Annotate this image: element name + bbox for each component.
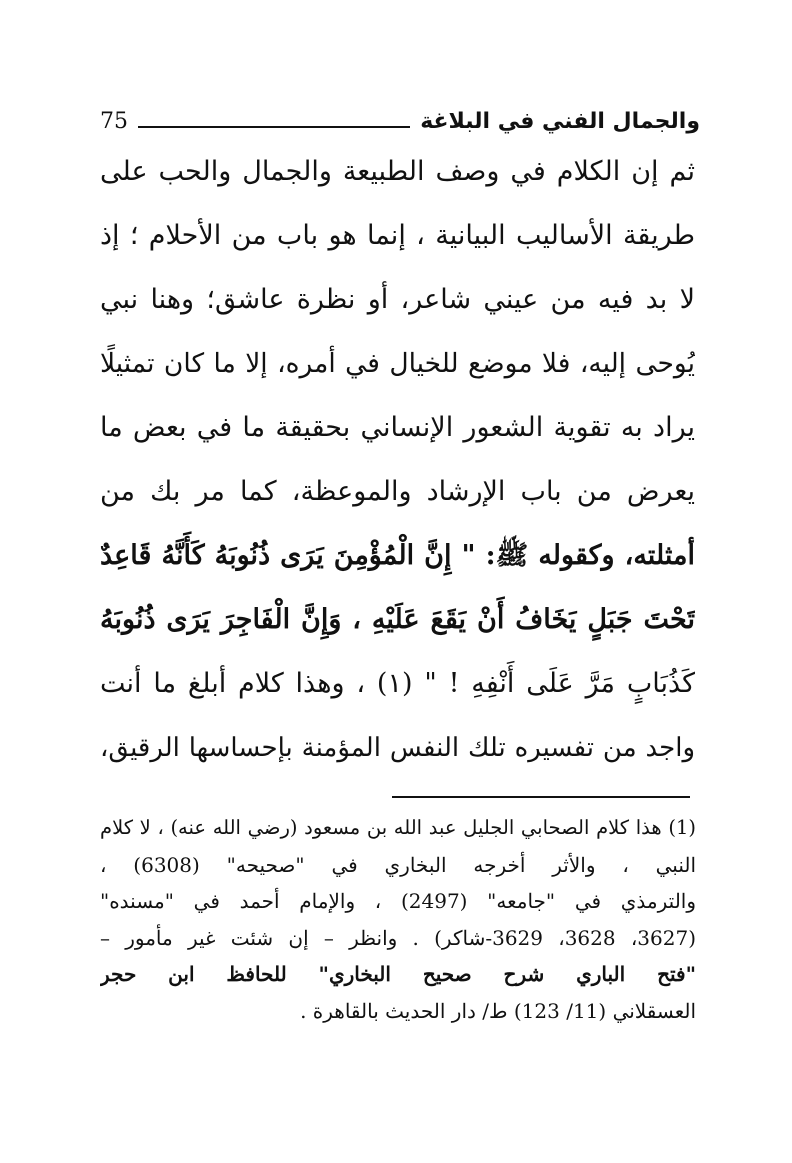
footnote-line: النبي ، والأثر أخرجه البخاري في "صحيحه" (6308) ،: [100, 852, 696, 877]
footnote-line: "فتح الباري شرح صحيح البخاري" للحافظ ابن حجر: [100, 962, 696, 986]
page-header: [100, 96, 700, 136]
hadith-line: تَحْتَ جَبَلٍ يَخَافُ أَنْ يَقَعَ عَلَيْهِ ، وَإِنَّ الْفَاجِرَ يَرَى ذُنُوبَهُ: [100, 604, 695, 635]
body-line: واجد من تفسيره تلك النفس المؤمنة بإحساسها الرقيق،: [100, 733, 695, 763]
body-line: طريقة الأساليب البيانية ، إنما هو باب من الأحلام ؛ إذ: [100, 220, 695, 251]
body-line: يعرض من باب الإرشاد والموعظة، كما مر بك من: [100, 476, 695, 507]
main-text: [100, 140, 695, 780]
footnotes: [100, 810, 696, 1029]
body-line: كَذُبَابٍ مَرَّ عَلَى أَنْفِهِ ! " (١) ، وهذا كلام أبلغ ما أنت: [100, 668, 695, 699]
footnote-line: (3627، 3628، 3629-شاكر) . وانظر – إن شئت غير مأمور –: [100, 925, 696, 950]
footnote-separator: [392, 796, 690, 798]
hadith-line: أمثلته، وكقوله ﷺ: " إِنَّ الْمُؤْمِنَ يَرَى ذُنُوبَهُ كَأَنَّهُ قَاعِدٌ: [100, 540, 695, 571]
footnote-line: العسقلاني (11/ 123) ط/ دار الحديث بالقاهرة .: [300, 998, 696, 1023]
body-line: يُوحى إليه، فلا موضع للخيال في أمره، إلا ما كان تمثيلًا: [100, 348, 695, 379]
page-number: 75: [100, 109, 128, 134]
header-rule: [138, 126, 410, 128]
running-title: والجمال الفني في البلاغة: [420, 109, 700, 134]
body-line: ثم إن الكلام في وصف الطبيعة والجمال والحب على: [100, 156, 695, 187]
body-line: لا بد فيه من عيني شاعر، أو نظرة عاشق؛ وهنا نبي: [100, 284, 695, 315]
footnote-line: (1) هذا كلام الصحابي الجليل عبد الله بن مسعود (رضي الله عنه) ، لا كلام: [100, 816, 696, 839]
footnote-line: والترمذي في "جامعه" (2497) ، والإمام أحمد في "مسنده": [100, 889, 696, 913]
body-line: يراد به تقوية الشعور الإنساني بحقيقة ما في بعض ما: [100, 412, 695, 443]
